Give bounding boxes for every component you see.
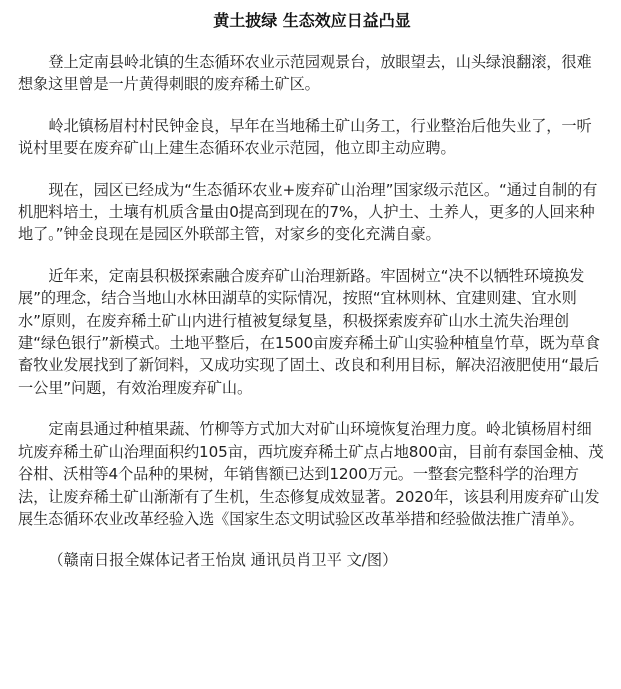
article-title: 黄土披绿 生态效应日益凸显 bbox=[213, 11, 411, 30]
paragraph-4: 近年来，定南县积极探索融合废弃矿山治理新路。牢固树立“决不以牺牲环境换发展”的理念，结合当地山水林田湖草的实际情况，按照“宜林则林、宜建则建、宜水则水”原则，在废弃稀土矿山内进行植被复绿复垦，积极探索废弃矿山水土流失治理创建“绿色银行”新模式。土地平整后，在1500亩废弃稀土矿山实验种植皇竹草，既为草食畜牧业发展找到了新饲料，又成功实现了固土、改良和利用目标，解决沼液肥使用“最后一公里”问题，有效治理废弃矿山。 bbox=[18, 266, 600, 397]
byline: （赣南日报全媒体记者王怡岚 通讯员肖卫平 文/图） bbox=[48, 551, 398, 570]
paragraph-5: 定南县通过种植果蔬、竹柳等方式加大对矿山环境恢复治理力度。岭北镇杨眉村细坑废弃稀土矿山治理面积约105亩，西坑废弃稀土矿点占地800亩，目前有泰国金柚、茂谷柑、沃柑等4个品种的果树，年销售额已达到1200万元。一整套完整科学的治理方法，让废弃稀土矿山渐渐有了生机，生态修复成效显著。2020年，该县利用废弃矿山发展生态循环农业改革经验入选《国家生态文明试验区改革举措和经验做法推广清单》。 bbox=[18, 420, 604, 528]
article bbox=[18, 8, 606, 572]
paragraph-2: 岭北镇杨眉村村民钟金良，早年在当地稀土矿山务工，行业整治后他失业了，一听说村里要在废弃矿山上建生态循环农业示范园，他立即主动应聘。 bbox=[18, 116, 592, 158]
paragraph-3: 现在，园区已经成为“生态循环农业+废弃矿山治理”国家级示范区。“通过自制的有机肥料培土，土壤有机质含量由0提高到现在的7%，人护土、土养人，更多的人回来种地了。”钟金良现在是园区外联部主管，对家乡的变化充满自豪。 bbox=[18, 180, 598, 244]
paragraph-1: 登上定南县岭北镇的生态循环农业示范园观景台，放眼望去，山头绿浪翻滚，很难想象这里曾是一片黄得刺眼的废弃稀土矿区。 bbox=[18, 53, 592, 94]
